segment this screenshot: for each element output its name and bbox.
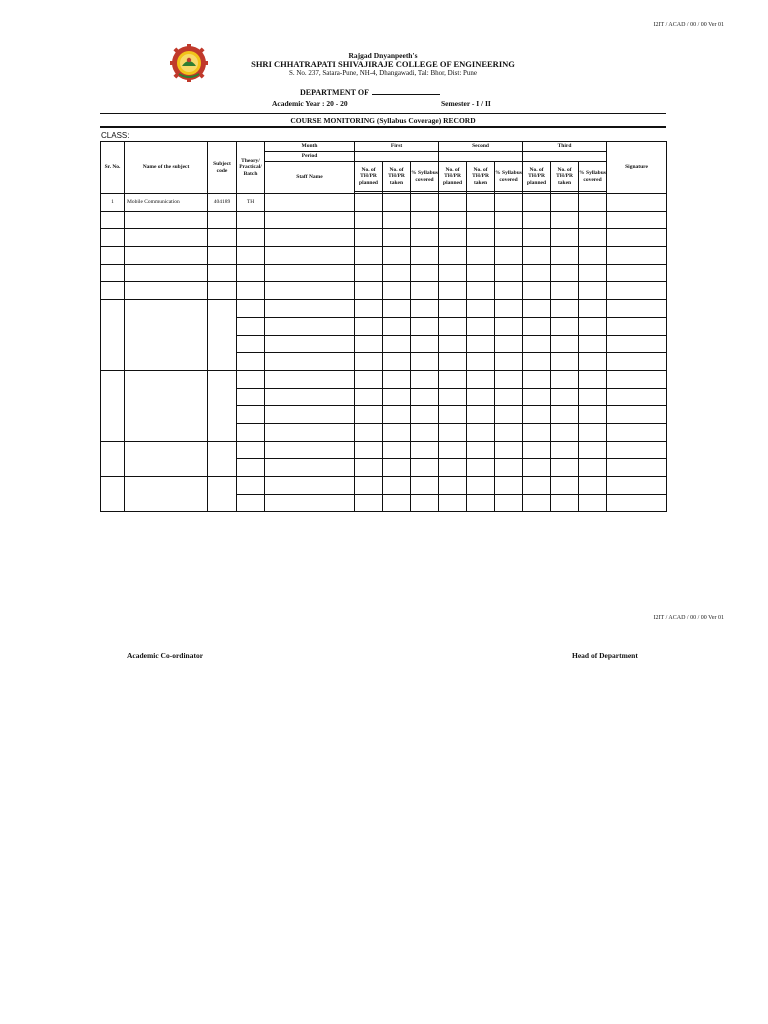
header-first-planned: No. of TH/PR planned [355, 162, 383, 192]
academic-coordinator-label: Academic Co-ordinator [127, 651, 204, 660]
header-third-taken: No. of TH/PR taken [551, 162, 579, 192]
period-second-cell[interactable] [439, 152, 523, 162]
table-row [101, 300, 667, 318]
semester: Semester - I / II [441, 99, 491, 108]
class-label: CLASS: [101, 131, 130, 140]
table-row [101, 247, 667, 265]
department-label: DEPARTMENT OF [300, 88, 369, 97]
title-top-rule [100, 113, 666, 114]
period-third-cell[interactable] [523, 152, 607, 162]
header-second-covered: % Syllabus covered [495, 162, 523, 192]
header-second: Second [439, 142, 523, 152]
title-bottom-rule [100, 126, 666, 128]
header-first: First [355, 142, 439, 152]
course-monitoring-table [100, 141, 667, 512]
period-first-cell[interactable] [355, 152, 439, 162]
header-third-covered: % Syllabus covered [579, 162, 607, 192]
header-theory-practical: Theory/ Practical/ Batch [237, 142, 265, 194]
table-row [101, 264, 667, 282]
record-title: COURSE MONITORING (Syllabus Coverage) RECORD [290, 116, 476, 125]
signature-cell[interactable] [607, 194, 667, 212]
header-subject-code: Subject code [208, 142, 237, 194]
header-sr-no: Sr. No. [101, 142, 125, 194]
academic-year: Academic Year : 20 - 20 [272, 99, 348, 108]
staff-name-cell[interactable] [265, 194, 355, 212]
table-row [101, 370, 667, 388]
header-first-covered: % Syllabus covered [411, 162, 439, 192]
header-third-planned: No. of TH/PR planned [523, 162, 551, 192]
table-row [101, 194, 667, 212]
header-second-planned: No. of TH/PR planned [439, 162, 467, 192]
subject-code-cell: 404189 [208, 194, 237, 212]
header-third: Third [523, 142, 607, 152]
table-row [101, 441, 667, 459]
college-logo [170, 44, 208, 82]
sr-no-cell: 1 [101, 194, 125, 212]
table-row [101, 229, 667, 247]
college-address: S. No. 237, Satara-Pune, NH-4, Dhangawadi, Tal: Bhor, Dist: Pune [288, 69, 478, 77]
department-line [300, 87, 440, 97]
college-name: SHRI CHHATRAPATI SHIVAJIRAJE COLLEGE OF ENGINEERING [251, 59, 515, 69]
type-cell: TH [237, 194, 265, 212]
header-month: Month [265, 142, 355, 152]
header-staff-name: Staff Name [265, 162, 355, 194]
table-row [101, 477, 667, 495]
document-reference: I2IT / ACAD / 00 / 00 Ver 01 [653, 22, 724, 28]
header-signature: Signature [607, 142, 667, 194]
header-subject-name: Name of the subject [125, 142, 208, 194]
table-row [101, 211, 667, 229]
header-first-taken: No. of TH/PR taken [383, 162, 411, 192]
department-blank [372, 87, 440, 95]
header-second-taken: No. of TH/PR taken [467, 162, 495, 192]
header-period: Period [265, 152, 355, 162]
subject-name-cell: Mobile Communication [125, 194, 208, 212]
head-of-department-label: Head of Department [572, 651, 638, 660]
footer-document-reference: I2IT / ACAD / 00 / 00 Ver 01 [653, 615, 724, 621]
table-row [101, 282, 667, 300]
society-name: Rajgad Dnyanpeeth's [348, 51, 418, 60]
